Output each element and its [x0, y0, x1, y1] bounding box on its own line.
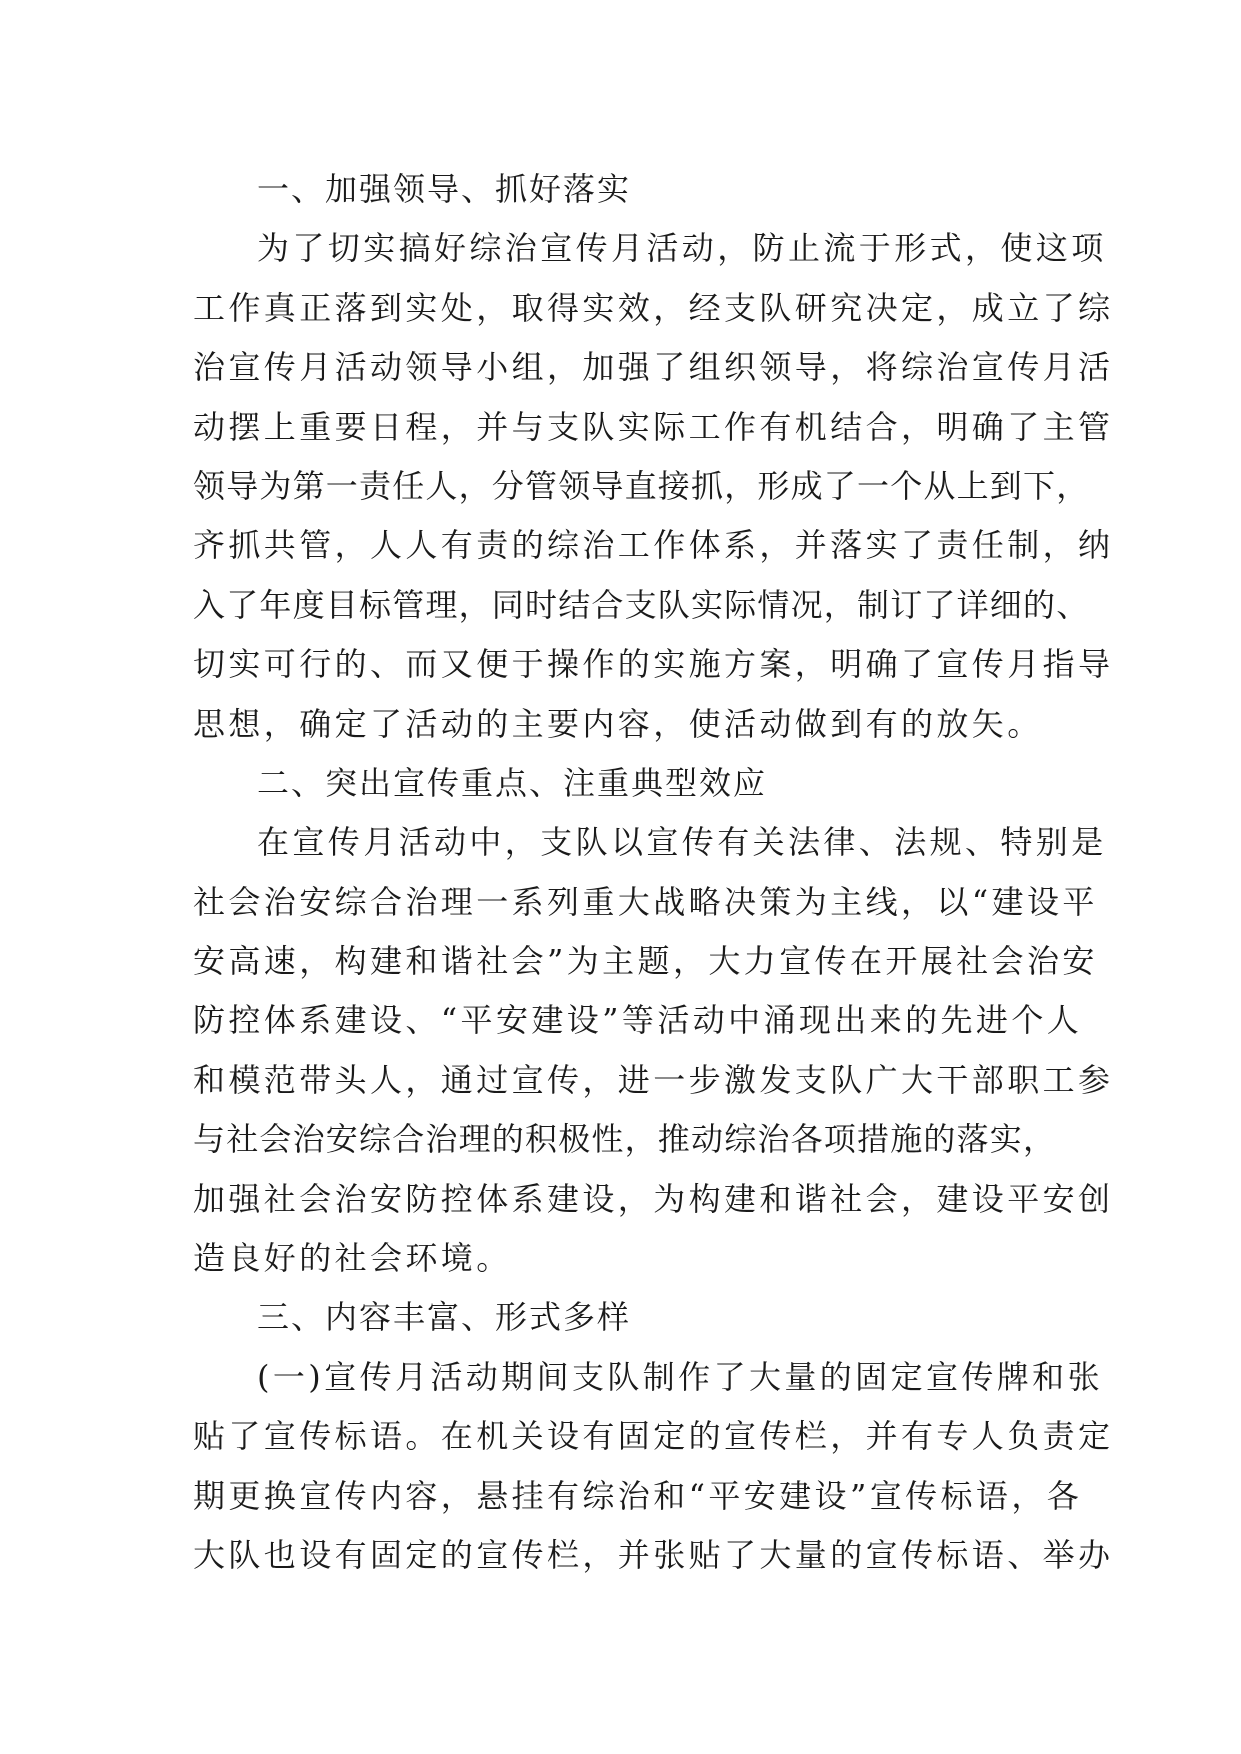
paragraph-line: 入了年度目标管理，同时结合支队实际情况，制订了详细的、: [193, 585, 1090, 624]
paragraph-line: 与社会治安综合治理的积极性，推动综治各项措施的落实，: [193, 1120, 1057, 1159]
paragraph-line: 期更换宣传内容，悬挂有综治和“平安建设”宣传标语，各: [193, 1476, 1083, 1515]
paragraph-line: 贴了宣传标语。在机关设有固定的宣传栏，并有专人负责定: [193, 1417, 1114, 1456]
section-heading-3: 三、内容丰富、形式多样: [257, 1298, 632, 1337]
section-heading-1: 一、加强领导、抓好落实: [257, 170, 632, 208]
paragraph-line: 社会治安综合治理一系列重大战略决策为主线，以“建设平: [193, 882, 1098, 921]
paragraph-line: 切实可行的、而又便于操作的实施方案，明确了宣传月指导: [193, 645, 1114, 684]
section-heading-2: 二、突出宣传重点、注重典型效应: [257, 763, 768, 802]
paragraph-line: 造良好的社会环境。: [193, 1239, 512, 1278]
paragraph-line: 思想，确定了活动的主要内容，使活动做到有的放矢。: [193, 704, 1043, 743]
document-body: [193, 160, 1114, 1585]
paragraph-line: 防控体系建设、“平安建设”等活动中涌现出来的先进个人: [193, 1001, 1083, 1040]
paragraph-line: 领导为第一责任人，分管领导直接抓，形成了一个从上到下，: [193, 466, 1090, 505]
paragraph-line: 大队也设有固定的宣传栏，并张贴了大量的宣传标语、举办: [193, 1535, 1114, 1574]
paragraph-line: 和模范带头人，通过宣传，进一步激发支队广大干部职工参: [193, 1060, 1114, 1099]
paragraph-line: 在宣传月活动中，支队以宣传有关法律、法规、特别是: [257, 823, 1107, 862]
paragraph-line: 为了切实搞好综治宣传月活动，防止流于形式，使这项: [257, 229, 1107, 268]
paragraph-line: (一)宣传月活动期间支队制作了大量的固定宣传牌和张: [257, 1357, 1103, 1396]
paragraph-line: 安高速，构建和谐社会”为主题，大力宣传在开展社会治安: [193, 942, 1098, 981]
paragraph-line: 齐抓共管，人人有责的综治工作体系，并落实了责任制，纳: [193, 526, 1114, 565]
paragraph-line: 动摆上重要日程，并与支队实际工作有机结合，明确了主管: [193, 407, 1114, 446]
paragraph-line: 治宣传月活动领导小组，加强了组织领导，将综治宣传月活: [193, 348, 1114, 387]
paragraph-line: 加强社会治安防控体系建设，为构建和谐社会，建设平安创: [193, 1179, 1114, 1218]
paragraph-line: 工作真正落到实处，取得实效，经支队研究决定，成立了综: [193, 288, 1114, 327]
